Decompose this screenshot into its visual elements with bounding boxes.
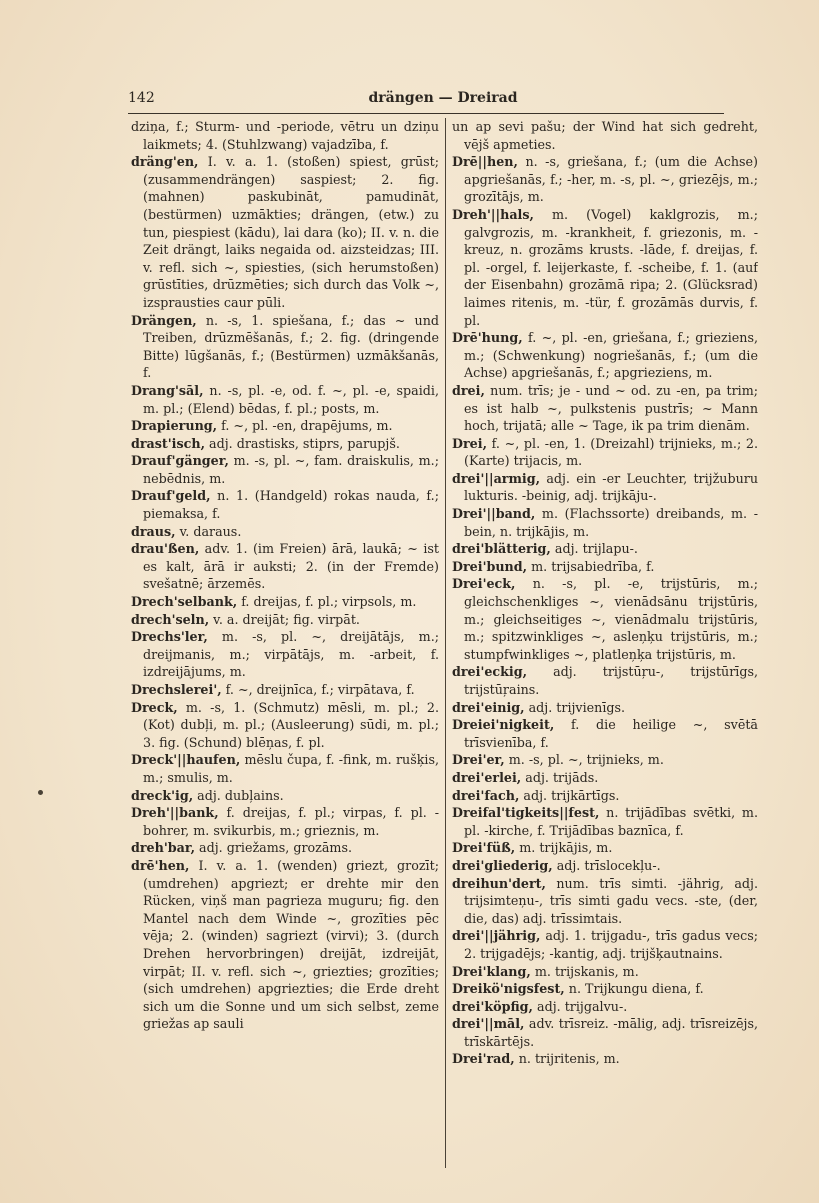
headword: Drē'hung, <box>452 330 523 346</box>
headword: dräng'en, <box>131 154 199 170</box>
dict-entry <box>131 628 439 681</box>
dict-entry <box>452 963 758 981</box>
definition: adj. trijstūŗu-, trijstūrīgs, trijstūŗains. <box>464 664 758 697</box>
dict-entry <box>452 980 758 998</box>
definition: f. dreijas, f. pl.; virpas, f. pl. -bohrer, m. svikurbis, m.; grieznis, m. <box>143 805 439 838</box>
headword: Drechs'ler, <box>131 629 208 645</box>
definition: adj. trijkārtīgs. <box>519 787 620 803</box>
definition: adj. trīslocekļu-. <box>552 857 661 873</box>
headword: Drech'selbank, <box>131 594 238 610</box>
headword: drei, <box>452 382 485 398</box>
dict-entry <box>452 769 758 787</box>
dict-entry <box>131 751 439 786</box>
headword: Drei'füß, <box>452 840 516 856</box>
headword: drei'einig, <box>452 699 525 715</box>
headword: Drei'klang, <box>452 963 531 979</box>
definition: m. trijsabiedrība, f. <box>527 558 655 574</box>
dict-entry <box>452 329 758 382</box>
headword: Drechslerei', <box>131 682 222 697</box>
definition: adv. trīsreiz. -mālig, adj. trīsreizējs, trīskārtējs. <box>464 1016 758 1049</box>
headword: Dreck'||haufen, <box>131 752 241 768</box>
definition: v. a. dreijāt; fig. virpāt. <box>209 611 360 627</box>
dict-entry <box>131 312 439 382</box>
definition: I. v. a. 1. (wenden) griezt, grozīt; (umdrehen) apgriezt; er drehte mir den Rücken, viņš man pagrieza muguru; fig. den Mantel nach dem Winde ~, grozīties pēc vēja; 2. (winden) sagriezt (virvi); 3. (durch Drehen hervorbringen) dreijāt, izdreijāt, virpāt; II. v. refl. sich ~, griezties; grozīties; (sich umdrehen) apgriezties; die Erde dreht sich um die Sonne und um sich selbst, zeme griežas ap sauli <box>143 857 439 1032</box>
headword: Dreck, <box>131 699 178 715</box>
page-header <box>128 90 728 112</box>
headword: Dreikö'nigsfest, <box>452 981 565 997</box>
dict-entry <box>131 787 439 805</box>
headword: dreck'ig, <box>131 787 194 803</box>
headword: Drei'eck, <box>452 576 516 592</box>
definition: num. trīs; je - und ~ od. zu -en, pa trim; es ist halb ~, pulkstenis pustrīs; ~ Mann hoch, trijatā; alle ~ Tage, ik pa trim dienām. <box>464 382 758 434</box>
definition: un ap sevi pašu; der Wind hat sich gedreht, vējš apmeties. <box>452 119 758 152</box>
headword: Drei'||band, <box>452 506 536 522</box>
definition: I. v. a. 1. (stoßen) spiest, grūst; (zusammendrängen) saspiest; 2. fig. (mahnen) paskubināt, pamudināt, (bestürmen) uzmākties; drängen, (etw.) zu tun, piespiest (kādu), lai dara (ko); II. v. n. die Zeit drängt, laiks negaida od. aizsteidzas; III. v. refl. sich ~, spiesties, (sich herumstoßen) grūstīties, drūzmēties; sich durch das Volk ~, izsprausties caur pūli. <box>143 154 439 310</box>
dict-entry <box>452 505 758 540</box>
headword: drē'hen, <box>131 857 190 873</box>
dict-entry <box>131 118 439 153</box>
dict-entry <box>452 804 758 839</box>
dict-entry <box>452 1050 758 1068</box>
definition: n. 1. (Handgeld) rokas nauda, f.; piemaksa, f. <box>143 488 439 522</box>
header-rule <box>128 113 724 114</box>
dict-entry <box>131 452 439 487</box>
headword: Drang'sāl, <box>131 382 204 398</box>
dict-entry <box>131 611 439 629</box>
running-head: drängen — Dreirad <box>368 90 518 106</box>
definition: dziņa, f.; Sturm- und -periode, vētru un dziņu laikmets; 4. (Stuhlzwang) vajadzība, f. <box>131 119 439 152</box>
definition: n. Trijkungu diena, f. <box>564 981 704 997</box>
headword: drei'köpfig, <box>452 998 533 1014</box>
dict-entry <box>452 839 758 857</box>
headword: Drei'bund, <box>452 558 528 574</box>
definition: m. trijskanis, m. <box>530 963 639 979</box>
dict-entry <box>131 681 439 699</box>
dict-entry <box>452 663 758 698</box>
dict-entry <box>131 699 439 752</box>
headword: drei'fach, <box>452 787 520 803</box>
headword: Drauf'geld, <box>131 488 211 504</box>
headword: Dreifal'tigkeits||fest, <box>452 805 600 821</box>
right-column <box>452 118 758 1178</box>
definition: m. -s, pl. ~, fam. draiskulis, m.; nebēdnis, m. <box>143 453 439 486</box>
dict-entry <box>131 382 439 417</box>
dict-entry <box>131 593 439 611</box>
dict-entry <box>131 857 439 1033</box>
dict-entry <box>131 417 439 435</box>
dict-entry <box>452 382 758 435</box>
headword: Dreiei'nigkeit, <box>452 717 555 733</box>
headword: drau'ßen, <box>131 541 200 557</box>
dict-entry <box>131 153 439 311</box>
definition: m. -s, pl. ~, dreijātājs, m.; dreijmanis, m.; virpātājs, m. -arbeit, f. izdreijājums, m. <box>143 629 439 680</box>
headword: Drängen, <box>131 312 197 328</box>
dict-entry <box>131 540 439 593</box>
definition: adj. dubļains. <box>193 787 284 803</box>
dict-entry <box>452 153 758 206</box>
definition: adj. trijvienīgs. <box>524 699 626 715</box>
dict-entry <box>452 927 758 962</box>
definition: n. -s, pl. -e, trijstūris, m.; gleichschenkliges ~, vienādsānu trijstūris, m.; gleichseitiges ~, vienādmalu trijstūris, m.; spitzwinkliges ~, asleņķu trijstūris, m.; stumpfwinkliges ~, platleņķa trijstūris, m. <box>464 576 758 662</box>
definition: m. -s, pl. ~, trijnieks, m. <box>504 752 664 768</box>
headword: drei'eckig, <box>452 664 528 680</box>
definition: adj. 1. trijgadu-, trīs gadus vecs; 2. trijgadējs; -kantig, adj. trijšķautnains. <box>464 928 758 961</box>
headword: drast'isch, <box>131 435 205 451</box>
definition: n. -s, 1. spiešana, f.; das ~ und Treiben, drūzmēšanās, f.; 2. fig. (dringende Bitte) lūgšanās, f.; (Bestürmen) uzmākšanās, f. <box>143 312 439 381</box>
definition: adj. ein -er Leuchter, trijžuburu lukturis. -beinig, adj. trijkāju-. <box>464 470 758 504</box>
definition: num. trīs simti. -jährig, adj. trijsimteņu-, trīs simti gadu vecs. -ste, (der, die, das) adj. trīssimtais. <box>464 875 758 926</box>
definition: n. trijritenis, m. <box>514 1051 620 1067</box>
headword: Drauf'gänger, <box>131 453 229 469</box>
definition: adj. trijgalvu-. <box>532 998 628 1014</box>
headword: Dreh'||hals, <box>452 206 534 222</box>
page-number: 142 <box>128 90 155 106</box>
headword: drei'||māl, <box>452 1016 525 1032</box>
dict-entry <box>452 1015 758 1050</box>
dict-entry <box>452 998 758 1016</box>
definition: m. -s, 1. (Schmutz) mēsli, m. pl.; 2. (Kot) dubļi, m. pl.; (Ausleerung) sūdi, m. pl.; 3. fig. (Schund) blēņas, f. pl. <box>143 699 439 750</box>
headword: Drei, <box>452 435 487 451</box>
headword: Drei'rad, <box>452 1051 515 1067</box>
definition: m. (Vogel) kaklgrozis, m.; galvgrozis, m. -krankheit, f. griezonis, m. -kreuz, n. grozāms krusts. -lāde, f. dreijas, f. pl. -orgel, f. leijerkaste, f. -scheibe, f. 1. (auf der Eisenbahn) grozāmā ripa; 2. (Glücksrad) laimes ritenis, m. -tür, f. grozāmās durvis, f. pl. <box>464 206 758 328</box>
dict-entry <box>452 875 758 928</box>
dict-entry <box>131 435 439 453</box>
dict-entry <box>452 470 758 505</box>
headword: drei'gliederig, <box>452 857 553 873</box>
dict-entry <box>452 540 758 558</box>
definition: v. daraus. <box>175 523 242 539</box>
definition: adj. drastisks, stiprs, parupjš. <box>205 435 400 451</box>
definition: f. dreijas, f. pl.; virpsols, m. <box>237 594 417 610</box>
dict-entry <box>452 751 758 769</box>
headword: dreihun'dert, <box>452 875 546 891</box>
headword: drei'||jährig, <box>452 928 541 944</box>
dict-entry <box>452 716 758 751</box>
dict-entry <box>452 857 758 875</box>
dict-entry <box>452 206 758 329</box>
dict-entry <box>452 118 758 153</box>
column-divider <box>445 118 446 1168</box>
dict-entry <box>452 699 758 717</box>
dict-entry <box>131 839 439 857</box>
headword: Dreh'||bank, <box>131 805 219 821</box>
headword: Drapierung, <box>131 418 218 434</box>
dict-entry <box>131 487 439 522</box>
margin-mark <box>38 790 43 795</box>
definition: mēslu čupa, f. -fink, m. rušķis, m.; smulis, m. <box>143 752 439 785</box>
definition: n. -s, pl. -e, od. f. ~, pl. -e, spaidi, m. pl.; (Elend) bēdas, f. pl.; posts, m. <box>143 382 439 416</box>
definition: adj. trijlapu-. <box>550 541 638 557</box>
definition: f. ~, dreijnīca, f.; virpātava, f. <box>221 682 415 697</box>
definition: f. die heilige ~, svētā trīsvienība, f. <box>464 717 758 750</box>
headword: Drei'er, <box>452 752 505 768</box>
definition: f. ~, pl. -en, 1. (Dreizahl) trijnieks, m.; 2. (Karte) trijacis, m. <box>464 435 758 469</box>
definition: m. (Flachssorte) dreibands, m. -bein, n. trijkājis, m. <box>464 506 758 539</box>
definition: adv. 1. (im Freien) ārā, laukā; ~ ist es kalt, ārā ir auksti; 2. (in der Fremde) svešatnē; ārzemēs. <box>143 541 439 592</box>
definition: adj. trijāds. <box>521 769 599 785</box>
headword: drech'seln, <box>131 611 210 627</box>
dict-entry <box>452 435 758 470</box>
headword: drei'erlei, <box>452 769 522 785</box>
definition: n. -s, griešana, f.; (um die Achse) apgriešanās, f.; -her, m. -s, pl. ~, griezējs, m.; grozītājs, m. <box>464 154 758 205</box>
headword: draus, <box>131 523 176 539</box>
dict-entry <box>131 804 439 839</box>
headword: Drē||hen, <box>452 154 518 170</box>
dict-entry <box>131 523 439 541</box>
headword: dreh'bar, <box>131 840 196 856</box>
definition: f. ~, pl. -en, drapējums, m. <box>217 418 393 434</box>
dict-entry <box>452 575 758 663</box>
definition: adj. griežams, grozāms. <box>195 840 352 856</box>
dict-entry <box>452 558 758 576</box>
definition: m. trijkājis, m. <box>515 840 613 856</box>
left-column <box>131 118 439 1178</box>
definition: f. ~, pl. -en, griešana, f.; grieziens, m.; (Schwenkung) nogriešanās, f.; (um die Achse) apgriešanās, f.; apgrieziens, m. <box>464 330 758 381</box>
headword: drei'blätterig, <box>452 541 551 557</box>
dict-entry <box>452 787 758 805</box>
headword: drei'||armig, <box>452 470 541 486</box>
definition: n. trijādības svētki, m. pl. -kirche, f. Trijādības baznīca, f. <box>464 805 758 838</box>
